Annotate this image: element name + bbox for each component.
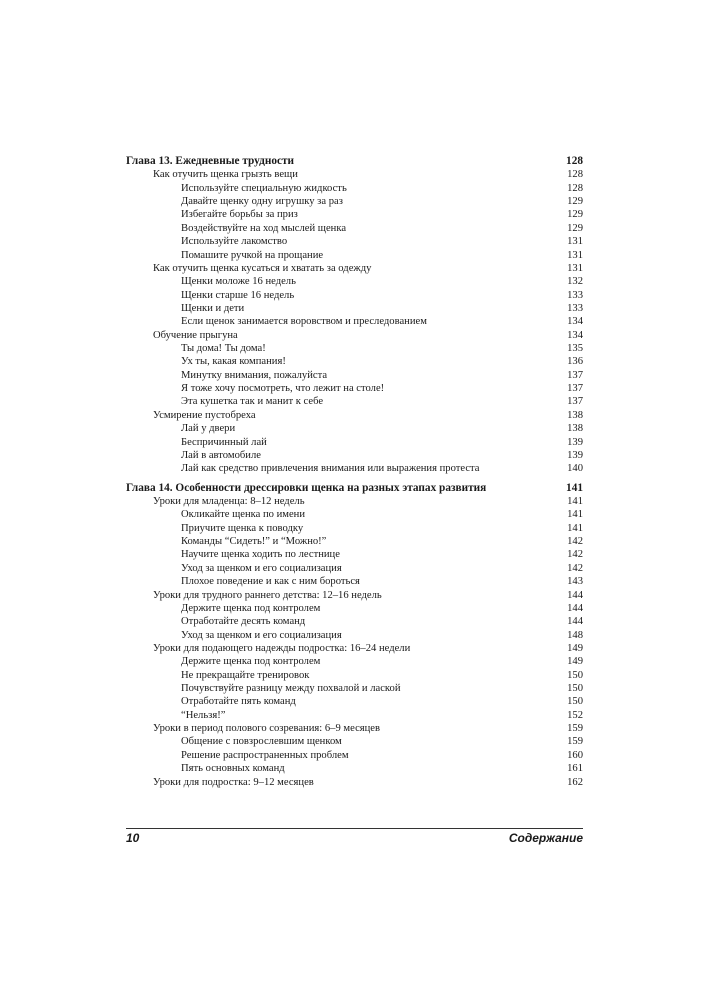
toc-entry-title: Решение распространенных проблем xyxy=(181,749,349,761)
toc-entry-title: Ты дома! Ты дома! xyxy=(181,343,266,355)
toc-entry-title: Минутку внимания, пожалуйста xyxy=(181,369,328,381)
toc-subsection-entry xyxy=(126,575,583,588)
toc-entry-title: Используйте специальную жидкость xyxy=(181,182,347,194)
toc-entry-page: 139 xyxy=(567,449,583,461)
toc-entry-title: Эта кушетка так и манит к себе xyxy=(181,396,324,408)
toc-entry-page: 138 xyxy=(567,423,583,435)
toc-section-entry xyxy=(126,776,583,789)
toc-section-entry xyxy=(126,409,583,422)
toc-entry-title: Воздействуйте на ход мыслей щенка xyxy=(181,222,347,234)
toc-subsection-entry xyxy=(126,615,583,628)
toc-subsection-entry xyxy=(126,208,583,221)
toc-subsection-entry xyxy=(126,355,583,368)
toc-entry-title: Уроки для младенца: 8–12 недель xyxy=(153,495,305,507)
toc-subsection-entry xyxy=(126,302,583,315)
toc-subsection-entry xyxy=(126,508,583,521)
toc-subsection-entry xyxy=(126,222,583,235)
toc-entry-page: 141 xyxy=(567,509,583,521)
toc-entry-title: Приучите щенка к поводку xyxy=(181,522,304,534)
toc-entry-title: Не прекращайте тренировок xyxy=(181,669,310,681)
toc-subsection-entry xyxy=(126,462,583,475)
toc-entry-page: 141 xyxy=(567,495,583,507)
toc-entry-title: Усмирение пустобреха xyxy=(153,409,256,421)
toc-entry-page: 134 xyxy=(567,316,583,328)
toc-entry-title: Почувствуйте разницу между похвалой и лаской xyxy=(181,683,401,695)
toc-entry-title: Щенки и дети xyxy=(181,302,245,314)
footer-divider xyxy=(126,828,583,829)
toc-entry-title: Уроки в период полового созревания: 6–9 месяцев xyxy=(153,723,381,735)
toc-entry-title: Лай как средство привлечения внимания или выражения протеста xyxy=(181,463,480,475)
toc-subsection-entry xyxy=(126,535,583,548)
toc-entry-page: 137 xyxy=(567,396,583,408)
toc-entry-page: 132 xyxy=(567,276,583,288)
toc-entry-title: Лай у двери xyxy=(181,423,236,435)
toc-entry-page: 128 xyxy=(567,182,583,194)
toc-entry-page: 142 xyxy=(567,536,583,548)
toc-entry-title: Научите щенка ходить по лестнице xyxy=(181,549,340,561)
toc-entry-page: 161 xyxy=(567,763,583,775)
toc-entry-page: 128 xyxy=(567,169,583,181)
toc-entry-page: 149 xyxy=(567,642,583,654)
toc-entry-page: 133 xyxy=(567,302,583,314)
toc-entry-title: Глава 13. Ежедневные трудности xyxy=(126,155,295,167)
toc-chapter-entry xyxy=(126,482,583,495)
toc-entry-page: 149 xyxy=(567,656,583,668)
toc-subsection-entry xyxy=(126,449,583,462)
toc-entry-page: 128 xyxy=(566,155,583,167)
toc-entry-page: 138 xyxy=(567,409,583,421)
toc-entry-page: 137 xyxy=(567,383,583,395)
toc-entry-page: 144 xyxy=(567,616,583,628)
toc-entry-page: 129 xyxy=(567,209,583,221)
toc-subsection-entry xyxy=(126,548,583,561)
toc-subsection-entry xyxy=(126,182,583,195)
toc-subsection-entry xyxy=(126,522,583,535)
toc-subsection-entry xyxy=(126,235,583,248)
toc-entry-title: Ух ты, какая компания! xyxy=(181,356,286,368)
toc-entry-title: Держите щенка под контролем xyxy=(181,656,321,668)
toc-entry-page: 150 xyxy=(567,696,583,708)
toc-entry-title: Глава 14. Особенности дрессировки щенка на разных этапах развития xyxy=(126,481,487,494)
toc-entry-page: 131 xyxy=(567,262,583,274)
toc-entry-title: Как отучить щенка кусаться и хватать за одежду xyxy=(153,262,372,274)
toc-entry-page: 134 xyxy=(567,329,583,341)
toc-entry-page: 140 xyxy=(567,463,583,475)
toc-subsection-entry xyxy=(126,682,583,695)
toc-subsection-entry xyxy=(126,369,583,382)
toc-section-entry xyxy=(126,329,583,342)
toc-entry-page: 139 xyxy=(567,436,583,448)
toc-entry-title: Щенки моложе 16 недель xyxy=(181,276,296,288)
toc-entry-page: 159 xyxy=(567,723,583,735)
footer-page-number: 10 xyxy=(126,831,140,845)
toc-subsection-entry xyxy=(126,669,583,682)
toc-entry-page: 162 xyxy=(567,776,583,788)
toc-entry-page: 150 xyxy=(567,683,583,695)
toc-entry-title: Уход за щенком и его социализация xyxy=(181,562,342,574)
toc-entry-title: Я тоже хочу посмотреть, что лежит на столе! xyxy=(181,383,385,395)
toc-entry-title: “Нельзя!” xyxy=(181,709,226,721)
footer-section-title: Содержание xyxy=(508,831,583,845)
toc-entry-page: 142 xyxy=(567,549,583,561)
toc-entry-title: Беспричинный лай xyxy=(181,436,267,448)
toc-entry-title: Команды “Сидеть!” и “Можно!” xyxy=(181,536,327,548)
toc-subsection-entry xyxy=(126,709,583,722)
toc-entry-page: 141 xyxy=(567,522,583,534)
toc-entry-title: Плохое поведение и как с ним бороться xyxy=(181,576,360,588)
toc-subsection-entry xyxy=(126,395,583,408)
toc-entry-title: Давайте щенку одну игрушку за раз xyxy=(181,196,343,208)
toc-entry-page: 144 xyxy=(567,589,583,601)
toc-subsection-entry xyxy=(126,749,583,762)
toc-subsection-entry xyxy=(126,422,583,435)
toc-entry-title: Если щенок занимается воровством и преследованием xyxy=(181,316,427,328)
toc-subsection-entry xyxy=(126,382,583,395)
toc-entry-title: Отработайте пять команд xyxy=(181,696,296,708)
toc-subsection-entry xyxy=(126,695,583,708)
toc-entry-page: 159 xyxy=(567,736,583,748)
toc-subsection-entry xyxy=(126,562,583,575)
toc-entry-title: Щенки старше 16 недель xyxy=(181,289,295,301)
toc-section-entry xyxy=(126,642,583,655)
toc-entry-title: Уроки для подающего надежды подростка: 16–24 недели xyxy=(153,642,411,654)
toc-entry-title: Общение с повзрослевшим щенком xyxy=(181,736,342,748)
toc-entry-page: 129 xyxy=(567,222,583,234)
toc-entry-title: Отработайте десять команд xyxy=(181,616,306,628)
toc-chapter-entry xyxy=(126,155,583,168)
toc-subsection-entry xyxy=(126,249,583,262)
toc-entry-page: 131 xyxy=(567,249,583,261)
toc-entry-page: 135 xyxy=(567,343,583,355)
toc-entry-page: 150 xyxy=(567,669,583,681)
toc-subsection-entry xyxy=(126,315,583,328)
toc-subsection-entry xyxy=(126,342,583,355)
toc-entry-page: 148 xyxy=(567,629,583,641)
toc-subsection-entry xyxy=(126,602,583,615)
toc-entry-title: Держите щенка под контролем xyxy=(181,602,321,614)
toc-subsection-entry xyxy=(126,289,583,302)
toc-entry-title: Лай в автомобиле xyxy=(181,449,261,461)
toc-entry-page: 143 xyxy=(567,576,583,588)
toc-section-entry xyxy=(126,722,583,735)
toc-section-entry xyxy=(126,262,583,275)
toc-entry-page: 142 xyxy=(567,562,583,574)
table-of-contents xyxy=(126,155,583,789)
toc-subsection-entry xyxy=(126,762,583,775)
toc-entry-title: Окликайте щенка по имени xyxy=(181,509,305,521)
toc-entry-title: Как отучить щенка грызть вещи xyxy=(153,169,298,181)
toc-entry-title: Уход за щенком и его социализация xyxy=(181,629,342,641)
toc-subsection-entry xyxy=(126,735,583,748)
toc-subsection-entry xyxy=(126,629,583,642)
toc-section-entry xyxy=(126,495,583,508)
toc-subsection-entry xyxy=(126,275,583,288)
toc-entry-page: 136 xyxy=(567,356,583,368)
toc-entry-page: 160 xyxy=(567,749,583,761)
toc-entry-page: 137 xyxy=(567,369,583,381)
toc-subsection-entry xyxy=(126,195,583,208)
toc-entry-title: Уроки для трудного раннего детства: 12–16 недель xyxy=(153,589,382,601)
toc-entry-title: Помашите ручкой на прощание xyxy=(181,249,324,261)
toc-section-entry xyxy=(126,168,583,181)
toc-entry-page: 141 xyxy=(566,481,583,494)
toc-section-entry xyxy=(126,589,583,602)
toc-subsection-entry xyxy=(126,436,583,449)
toc-entry-title: Пять основных команд xyxy=(181,763,285,775)
toc-entry-title: Уроки для подростка: 9–12 месяцев xyxy=(153,776,314,788)
toc-entry-page: 131 xyxy=(567,236,583,248)
toc-entry-page: 152 xyxy=(567,709,583,721)
toc-entry-page: 144 xyxy=(567,602,583,614)
toc-entry-page: 133 xyxy=(567,289,583,301)
toc-subsection-entry xyxy=(126,655,583,668)
toc-entry-title: Обучение прыгуна xyxy=(153,329,238,341)
toc-entry-title: Используйте лакомство xyxy=(181,236,288,248)
toc-entry-page: 129 xyxy=(567,196,583,208)
toc-entry-title: Избегайте борьбы за приз xyxy=(181,209,298,221)
